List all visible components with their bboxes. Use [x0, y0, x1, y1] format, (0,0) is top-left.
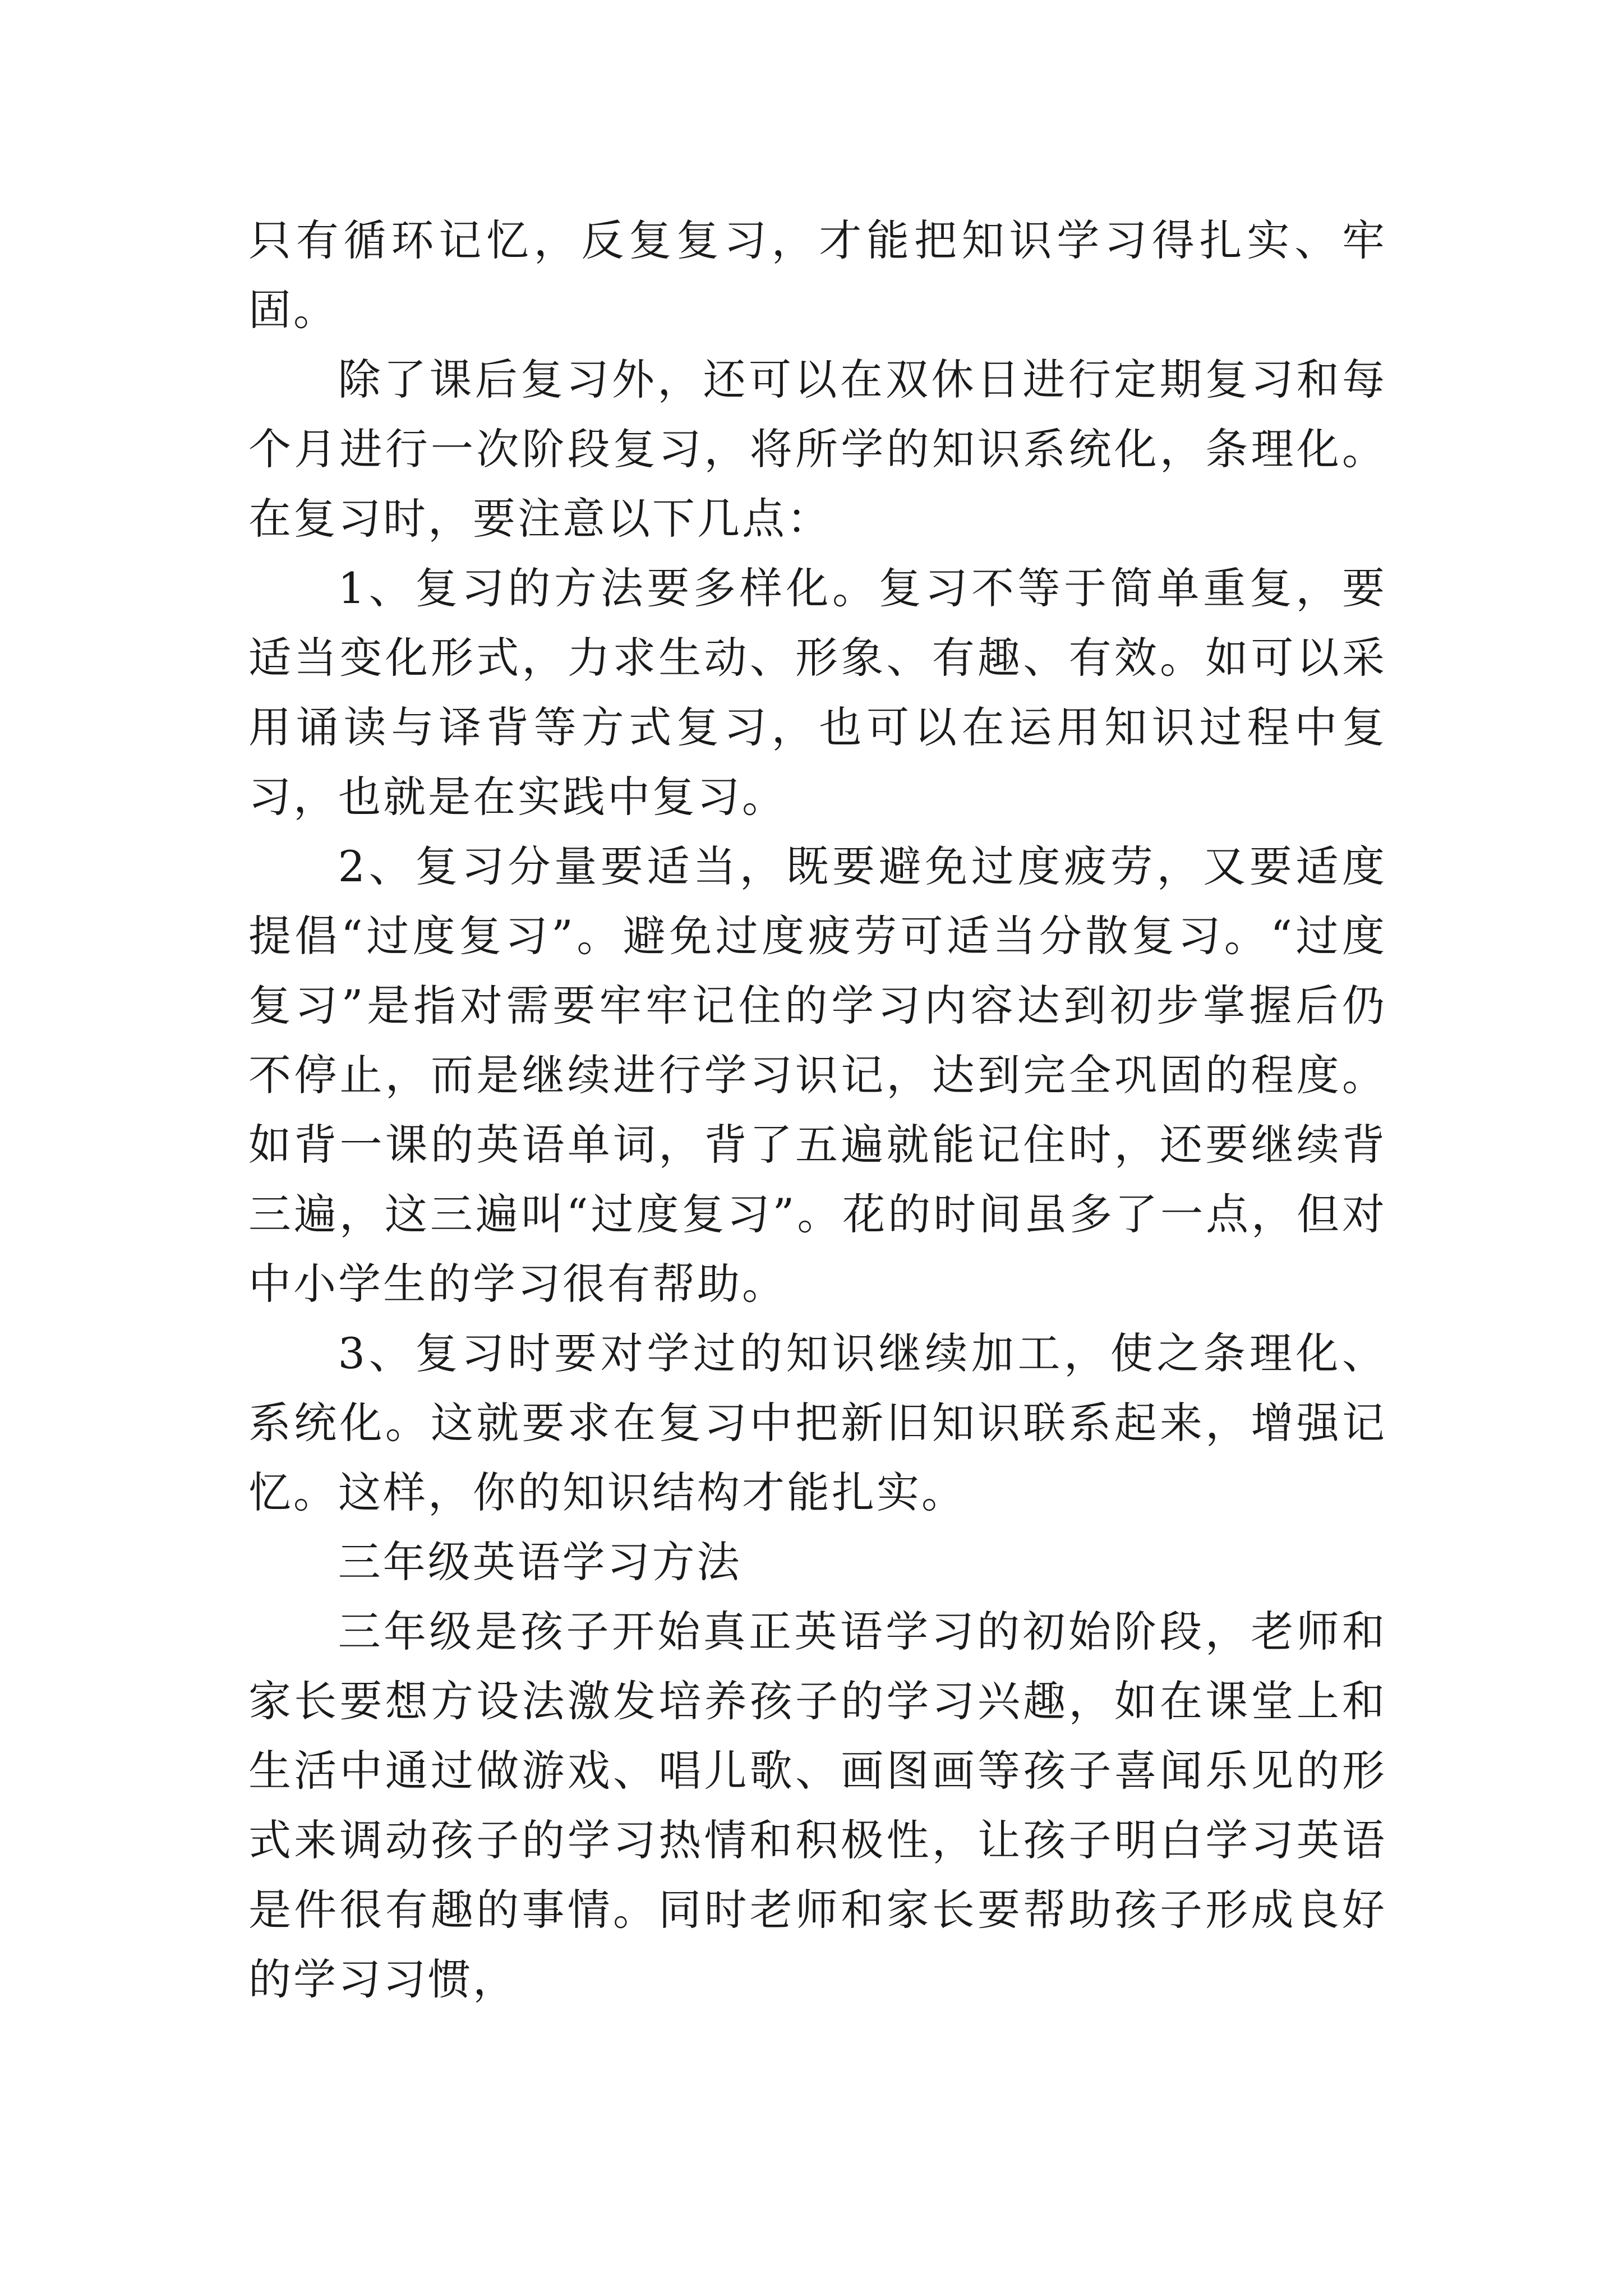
document-body: [248, 206, 1387, 2014]
paragraph-4: 2、复习分量要适当，既要避免过度疲劳，又要适度提倡“过度复习”。避免过度疲劳可适当分散复习。“过度复习”是指对需要牢牢记住的学习内容达到初步掌握后仍不停止，而是继续进行学习识记，达到完全巩固的程度。如背一课的英语单词，背了五遍就能记住时，还要继续背三遍，这三遍叫“过度复习”。花的时间虽多了一点，但对中小学生的学习很有帮助。: [248, 841, 1387, 1309]
paragraph-1: 只有循环记忆，反复复习，才能把知识学习得扎实、牢固。: [248, 215, 1387, 335]
paragraph-7: 三年级是孩子开始真正英语学习的初始阶段，老师和家长要想方设法激发培养孩子的学习兴趣，如在课堂上和生活中通过做游戏、唱儿歌、画图画等孩子喜闻乐见的形式来调动孩子的学习热情和积极性，让孩子明白学习英语是件很有趣的事情。同时老师和家长要帮助孩子形成良好的学习习惯，: [248, 1607, 1387, 2004]
paragraph-5: 3、复习时要对学过的知识继续加工，使之条理化、系统化。这就要求在复习中把新旧知识联系起来，增强记忆。这样，你的知识结构才能扎实。: [248, 1328, 1387, 1517]
paragraph-2: 除了课后复习外，还可以在双休日进行定期复习和每个月进行一次阶段复习，将所学的知识系统化，条理化。在复习时，要注意以下几点：: [248, 355, 1387, 544]
section-heading: 三年级英语学习方法: [338, 1537, 742, 1587]
paragraph-3: 1、复习的方法要多样化。复习不等于简单重复，要适当变化形式，力求生动、形象、有趣、有效。如可以采用诵读与译背等方式复习，也可以在运用知识过程中复习，也就是在实践中复习。: [248, 563, 1387, 822]
